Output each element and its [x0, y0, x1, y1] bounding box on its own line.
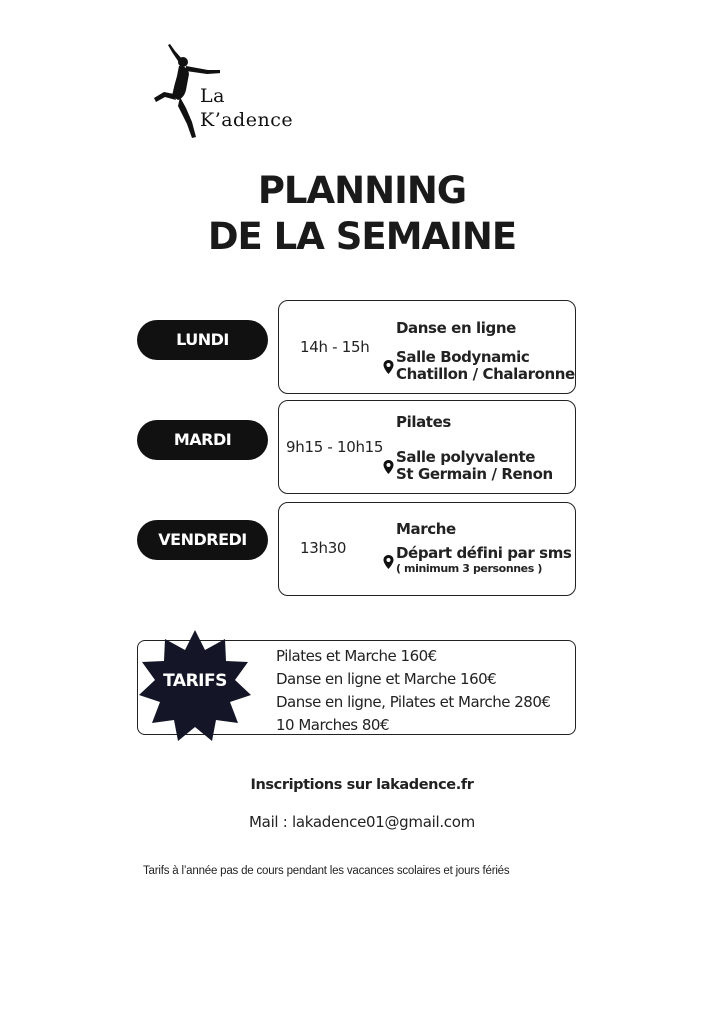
schedule-card-lundi [278, 300, 576, 394]
activity-name: Marche [396, 520, 456, 538]
footer-note: Tarifs à l’année pas de cours pendant les vacances scolaires et jours fériés [143, 865, 510, 877]
place-line-2: Chatillon / Chalaronne [396, 365, 575, 383]
mail-text: Mail : lakadence01@gmail.com [249, 813, 475, 831]
title-line-2: DE LA SEMAINE [207, 215, 517, 258]
brand-line-2: K’adence [200, 109, 294, 131]
brand-name [200, 84, 293, 132]
page-title [0, 168, 724, 260]
session-time: 9h15 - 10h15 [286, 438, 384, 456]
session-place [396, 449, 553, 483]
place-line-2: St Germain / Renon [396, 465, 553, 483]
activity-name: Pilates [396, 413, 451, 431]
tarif-line: Danse en ligne, Pilates et Marche 280€ [276, 693, 551, 711]
brand-line-1: La [200, 85, 225, 107]
tarif-line: Pilates et Marche 160€ [276, 647, 437, 665]
day-pill-vendredi: VENDREDI [137, 520, 268, 560]
inscriptions-text: Inscriptions sur lakadence.fr [250, 777, 474, 793]
map-pin-icon [383, 360, 394, 374]
place-line-1: Départ défini par sms [396, 544, 572, 562]
session-place [396, 545, 571, 576]
session-time: 14h - 15h [300, 338, 370, 356]
brand-logo [150, 42, 330, 142]
schedule-card-vendredi [278, 502, 576, 596]
session-place [396, 349, 575, 383]
schedule-card-mardi [278, 400, 576, 494]
place-line-1: Salle Bodynamic [396, 348, 530, 366]
session-time: 13h30 [300, 539, 347, 557]
place-line-1: Salle polyvalente [396, 448, 536, 466]
map-pin-icon [383, 460, 394, 474]
day-pill-lundi: LUNDI [137, 320, 268, 360]
tarif-line: Danse en ligne et Marche 160€ [276, 670, 497, 688]
place-line-2: ( minimum 3 personnes ) [396, 562, 542, 575]
tarifs-label: TARIFS [163, 671, 227, 691]
day-pill-mardi: MARDI [137, 420, 268, 460]
map-pin-icon [383, 555, 394, 569]
activity-name: Danse en ligne [396, 319, 516, 337]
tarif-line: 10 Marches 80€ [276, 716, 390, 734]
title-line-1: PLANNING [257, 169, 467, 212]
